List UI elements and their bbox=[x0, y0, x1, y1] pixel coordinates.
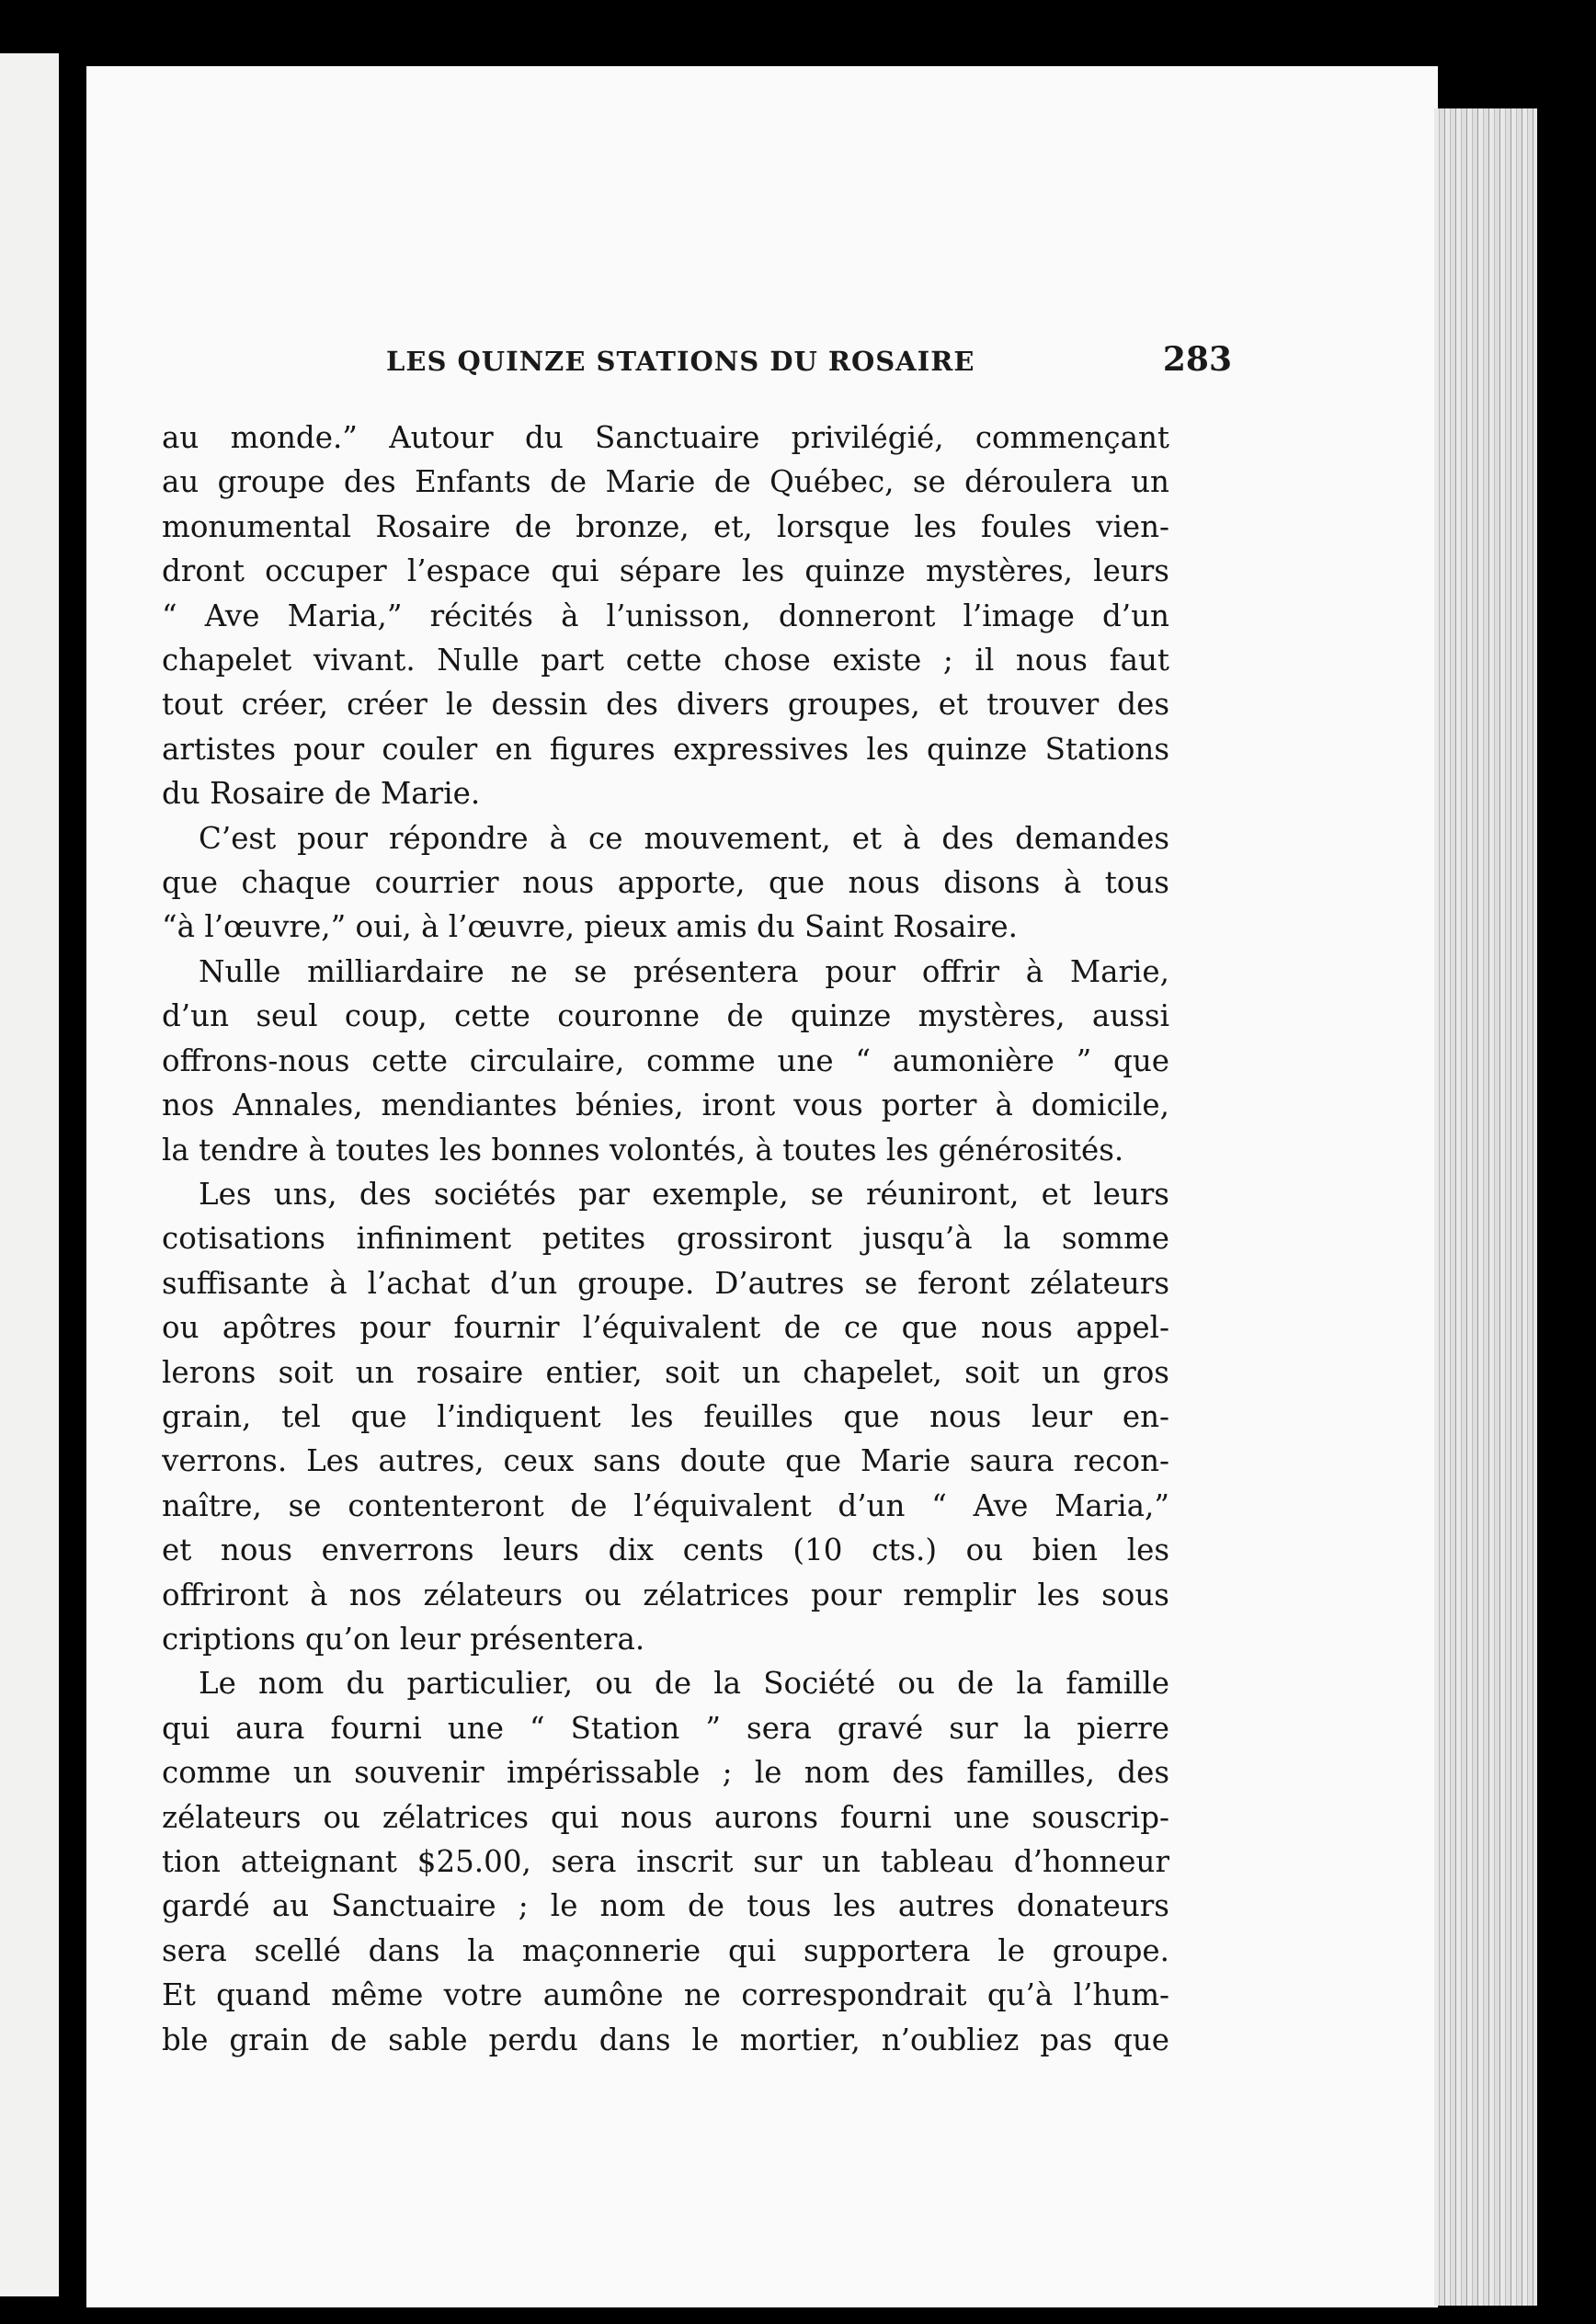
text-line: ou apôtres pour fournir l’équivalent de ce que nous appel- bbox=[162, 1310, 1169, 1346]
text-line: ble grain de sable perdu dans le mortier, n’oubliez pas que bbox=[162, 2022, 1169, 2057]
text-line: grain, tel que l’indiquent les feuilles que nous leur en- bbox=[162, 1398, 1169, 1434]
text-line: verrons. Les autres, ceux sans doute que Marie saura recon- bbox=[162, 1443, 1169, 1479]
page-edges-stack bbox=[1434, 108, 1537, 2306]
text-line: artistes pour couler en figures expressives les quinze Stations bbox=[162, 731, 1169, 767]
text-line: gardé au Sanctuaire ; le nom de tous les autres donateurs bbox=[162, 1888, 1169, 1924]
text-line: suffisante à l’achat d’un groupe. D’autres se feront zélateurs bbox=[162, 1265, 1169, 1301]
text-line: au groupe des Enfants de Marie de Québec, se déroulera un bbox=[162, 464, 1169, 500]
page-number: 283 bbox=[1162, 340, 1232, 379]
text-line: “ Ave Maria,” récités à l’unisson, donneront l’image d’un bbox=[162, 598, 1169, 633]
text-line: Nulle milliardaire ne se présentera pour offrir à Marie, bbox=[199, 953, 1169, 989]
running-head: LES QUINZE STATIONS DU ROSAIRE bbox=[386, 346, 975, 377]
book-gutter bbox=[59, 37, 86, 2324]
text-line: et nous enverrons leurs dix cents (10 cts.) ou bien les bbox=[162, 1532, 1169, 1568]
text-line: cotisations infiniment petites grossiront jusqu’à la somme bbox=[162, 1221, 1169, 1257]
text-line: comme un souvenir impérissable ; le nom des familles, des bbox=[162, 1755, 1169, 1791]
text-line: sera scellé dans la maçonnerie qui supportera le groupe. bbox=[162, 1932, 1169, 1968]
text-line: chapelet vivant. Nulle part cette chose existe ; il nous faut bbox=[162, 643, 1169, 678]
text-line: nos Annales, mendiantes bénies, iront vous porter à domicile, bbox=[162, 1088, 1169, 1123]
scan-border bbox=[1537, 0, 1596, 2324]
text-line: criptions qu’on leur présentera. bbox=[162, 1621, 645, 1657]
text-line: offrons-nous cette circulaire, comme une “ aumonière ” que bbox=[162, 1042, 1169, 1078]
text-line: offriront à nos zélateurs ou zélatrices pour remplir les sous bbox=[162, 1577, 1169, 1612]
text-line: Les uns, des sociétés par exemple, se réuniront, et leurs bbox=[199, 1176, 1169, 1212]
facing-page-edge bbox=[0, 53, 59, 2296]
text-line: “à l’œuvre,” oui, à l’œuvre, pieux amis du Saint Rosaire. bbox=[162, 909, 1018, 945]
text-line: naître, se contenteront de l’équivalent d’un “ Ave Maria,” bbox=[162, 1487, 1169, 1523]
text-line: tout créer, créer le dessin des divers groupes, et trouver des bbox=[162, 687, 1169, 723]
text-line: d’un seul coup, cette couronne de quinze mystères, aussi bbox=[162, 998, 1169, 1034]
text-line: dront occuper l’espace qui sépare les quinze mystères, leurs bbox=[162, 553, 1169, 589]
text-line: que chaque courrier nous apporte, que nous disons à tous bbox=[162, 865, 1169, 901]
text-line: qui aura fourni une “ Station ” sera gravé sur la pierre bbox=[162, 1710, 1169, 1746]
text-line: au monde.” Autour du Sanctuaire privilégié, commençant bbox=[162, 420, 1169, 455]
text-line: monumental Rosaire de bronze, et, lorsque les foules vien- bbox=[162, 508, 1169, 544]
text-line: la tendre à toutes les bonnes volontés, à toutes les générosités. bbox=[162, 1132, 1124, 1168]
text-line: Le nom du particulier, ou de la Société ou de la famille bbox=[199, 1666, 1169, 1702]
text-line: tion atteignant $25.00, sera inscrit sur un tableau d’honneur bbox=[162, 1844, 1169, 1879]
text-line: zélateurs ou zélatrices qui nous aurons fourni une souscrip- bbox=[162, 1799, 1169, 1835]
text-line: Et quand même votre aumône ne correspondrait qu’à l’hum- bbox=[162, 1977, 1169, 2013]
text-line: du Rosaire de Marie. bbox=[162, 776, 481, 812]
body-text bbox=[162, 416, 1169, 2062]
text-line: lerons soit un rosaire entier, soit un chapelet, soit un gros bbox=[162, 1354, 1169, 1390]
text-line: C’est pour répondre à ce mouvement, et à des demandes bbox=[199, 820, 1169, 856]
